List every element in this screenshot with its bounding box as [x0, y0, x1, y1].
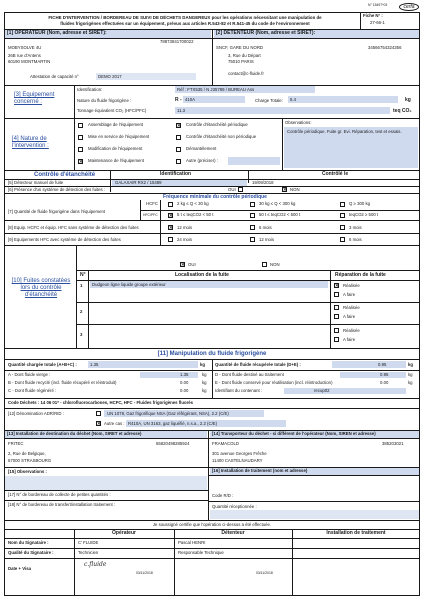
charge-value[interactable]: 5.4: [290, 97, 296, 102]
form-title-line2: fluides frigorigènes effectuées sur un équipement, prévus aux articles R.543-82 et R.541-45 du code de l'environnement: [60, 21, 310, 26]
code-rd-label: Code R/D :: [212, 493, 234, 498]
row1-opt2: 30 kg ≤ Q < 300 kg: [259, 201, 296, 206]
recovered-unit: kg: [408, 362, 414, 367]
identification-value[interactable]: Réf : FTX535 / N J35789 / BUREAU Ass: [177, 87, 255, 92]
dest-heading: [13] Installation de destination du déchet (Nom, SIRET et adresse): [7, 431, 142, 436]
check-assemblage[interactable]: [78, 123, 83, 128]
opt-controle-periodique: Contrôle d'étanchéité périodique: [186, 122, 248, 127]
opt-autre: Autre (préciser) :: [186, 158, 218, 163]
signer-name-label: Nom du Signataire :: [8, 540, 49, 545]
col-holder: Détenteur: [221, 530, 245, 536]
holder-name: SNCF, GARE DU NORD: [216, 45, 264, 50]
operator-heading: [1] OPERATEUR (Nom, adresse et SIRET):: [7, 30, 107, 36]
q8-opt2: 6 mois: [259, 225, 272, 230]
row2-opt2-check[interactable]: [250, 213, 255, 218]
adr-other-label: Autre cas :: [104, 421, 125, 426]
signer-name-holder[interactable]: Pascal HENRI: [178, 540, 206, 545]
dest-siret: 65820498285924: [156, 441, 190, 446]
opt-demantelement: Démantèlement: [186, 146, 217, 151]
q9-opt2-check[interactable]: [250, 237, 255, 242]
equipment-heading: [3] Equipement concerné :: [14, 92, 55, 105]
attestation-label: Attestation de capacité n°: [30, 74, 79, 79]
leak-row1-loc[interactable]: Dudgeon ligne liquide groupe extérieur: [92, 282, 166, 287]
a-value[interactable]: 1.35: [180, 372, 189, 377]
detector-label: [5] Détecteur manuel de fuite: [8, 180, 64, 185]
row2-opt1-check[interactable]: [168, 213, 173, 218]
carrier-address1: 301 avenue Georges Frêche: [212, 451, 267, 456]
a-label: A - Dont fluide vierge :: [8, 372, 51, 377]
presence-label: [6] Présence d'un système de détection des fuites :: [8, 187, 106, 192]
attestation-value[interactable]: DEMO 2017: [98, 74, 122, 79]
carrier-heading: [14] Transporteur du déchet - si différent de l'opérateur (Nom, SIREN et adresse): [212, 431, 376, 436]
handling-heading: [11] Manipulation du fluide frigorigène: [157, 351, 267, 357]
leak-row2-realisee: Réalisée: [343, 305, 360, 310]
row2-opt1: 5 t ≤ teqCO2 < 50 t: [177, 212, 214, 217]
e-unit: kg: [408, 380, 413, 385]
a-unit: kg: [202, 372, 207, 377]
adr-other-check[interactable]: [96, 421, 101, 426]
charged-total-value[interactable]: 1.35: [90, 362, 99, 367]
tonnage-unit: teq CO₂: [393, 108, 412, 114]
q8-opt1-check[interactable]: [168, 225, 173, 230]
operator-siret: 78873841700022: [160, 39, 194, 44]
check-mise-en-service[interactable]: [78, 135, 83, 140]
row2-opt3: teqCO2 ≥ 500 t: [349, 212, 379, 217]
holder-address2: 75010 PARIS: [228, 59, 254, 64]
fluid-nature-label: Nature du fluide frigorigène :: [77, 98, 132, 103]
leak-row1-afaire-check[interactable]: [334, 292, 339, 297]
frequency-heading: Fréquence minimale du contrôle périodique: [163, 194, 267, 200]
leak-check-heading: Contrôle d'étanchéité: [34, 172, 96, 178]
q8-opt1: 12 mois: [177, 225, 193, 230]
col-repair: Réparation de la fuite: [335, 272, 386, 278]
detector-value[interactable]: GALAXAIR RX2 / 15489: [115, 180, 162, 185]
opt-controle-non-periodique: Contrôle d'étanchéité non périodique: [186, 134, 257, 139]
controle-date-header: Contrôlé le: [322, 171, 349, 177]
e-value[interactable]: 0.00: [380, 380, 389, 385]
leaks-non-label: NON: [270, 262, 280, 267]
leak-row3-afaire: A faire: [343, 337, 356, 342]
adr-nsa-check[interactable]: [96, 411, 101, 416]
leak-row3-realisee-check[interactable]: [334, 328, 339, 333]
q8-opt2-check[interactable]: [250, 225, 255, 230]
b-label: B - Dont fluide recyclé (incl. fluide récupéré et réintroduit): [8, 380, 117, 385]
carrier-siret: 385203021: [382, 441, 404, 446]
leak-row2-afaire-check[interactable]: [334, 314, 339, 319]
intervention-heading: [4] Nature de l'intervention :: [12, 136, 49, 149]
container-value[interactable]: recup02: [314, 388, 330, 393]
col-no: N°: [80, 272, 86, 278]
signer-quality-holder[interactable]: Responsable Technique: [178, 550, 224, 555]
q9-label: [9] Equipements HFC avec système de détection des fuites: [8, 237, 121, 242]
recovered-total-label: Quantité de fluide récupérée totale (D+E) :: [215, 362, 301, 367]
q9-opt2: 12 mois: [259, 237, 275, 242]
recovered-total-value[interactable]: 0.95: [378, 362, 387, 367]
q8-label: [8] Equip. HCFC et équip. HFC sans système de détection des fuites: [8, 225, 139, 230]
operator-signature: c.fluide: [84, 561, 107, 568]
observations-text[interactable]: Contrôle périodique. Fuite gr. Evi. Réparation, test et essais.: [287, 129, 402, 134]
signer-quality-label: Qualité du Signataire :: [8, 550, 54, 555]
holder-email: contact@c-fluide.fr: [228, 71, 264, 76]
signer-name-operator[interactable]: C' FLUIDE: [78, 540, 99, 545]
leak-row3-afaire-check[interactable]: [334, 337, 339, 342]
dest-address2: 67000 STRASBOURG: [8, 458, 52, 463]
leak-row3-no: 3: [80, 332, 83, 337]
opt-assemblage: Assemblage de l'équipement: [88, 122, 144, 127]
carrier-name: FRAMACOLD: [212, 441, 239, 446]
d-label: D - Dont fluide destiné au traitement: [215, 372, 284, 377]
tonnage-label: Tonnage équivalent CO₂ (HFC/PFC): [77, 108, 147, 113]
container-label: Identifiant du contenant :: [215, 388, 263, 393]
obs15-label: [15] Observations :: [8, 469, 47, 474]
q9-opt3-check[interactable]: [340, 237, 345, 242]
identification-label: Identification:: [77, 87, 103, 92]
adr-line2[interactable]: R410A, UN 3163, gaz liquéfié, n.s.a., 2.2 (C/E): [128, 421, 218, 426]
col-location: Localisation de la fuite: [175, 272, 229, 278]
leaks-oui-check[interactable]: [180, 262, 185, 267]
adr-label: [12] Dénomination ADR/RID :: [8, 411, 64, 416]
e-label: E - Dont fluide conservé pour réutilisation (incl. réintroduction): [215, 380, 333, 385]
row1-opt3-check[interactable]: [340, 202, 345, 207]
q9-opt1: 24 mois: [177, 237, 193, 242]
b-unit: kg: [202, 380, 207, 385]
row1-opt1-check[interactable]: [168, 202, 173, 207]
row1-opt1: 2 kg ≤ Q < 30 kg: [177, 201, 209, 206]
form-title-line1: FICHE D'INTERVENTION / BORDEREAU DE SUIVI DE DÉCHETS DANGEREUX pour les opérations nécessitant une manipulation de: [48, 15, 322, 20]
opt-mise-en-service: Mise en service de l'équipement: [88, 134, 150, 139]
b-value[interactable]: 0.00: [180, 380, 189, 385]
check-modification[interactable]: [78, 147, 83, 152]
operator-name: MOBYSOLVE 4U: [8, 45, 42, 50]
q17-label: [17] N° de bordereau de collecte de petites quantités :: [8, 492, 111, 497]
presence-non-check[interactable]: [282, 187, 287, 192]
row2-opt2: 50 t ≤ teqCO2 < 500 t: [259, 212, 301, 217]
leak-row1-afaire: A faire: [343, 292, 356, 297]
qty-received-label: Quantité réceptionnée :: [212, 504, 257, 509]
q8-opt3: 3 mois: [349, 225, 362, 230]
fluid-value[interactable]: 410A: [185, 97, 196, 102]
leaks-oui-label: OUI: [188, 262, 196, 267]
holder-siret: 34566754324356: [368, 45, 402, 50]
leak-row3-realisee: Réalisée: [343, 328, 360, 333]
d-value[interactable]: 0.95: [380, 372, 389, 377]
charged-total-label: Quantité chargée totale (A+B+C) :: [8, 362, 77, 367]
quantity-label: [7] Quantité de fluide frigorigène dans l'équipement: [8, 209, 106, 214]
presence-non-label: NON: [290, 187, 300, 192]
tonnage-value[interactable]: 11.3: [177, 108, 186, 113]
c-unit: kg: [202, 388, 207, 393]
fiche-number[interactable]: 27-66-1: [370, 20, 385, 25]
charge-label: Charge Totale:: [255, 98, 283, 103]
opt-modification: Modification de l'équipement: [88, 146, 143, 151]
col-operator: Opérateur: [112, 530, 136, 536]
fluid-prefix: R -: [175, 97, 182, 103]
observations-label: Observations:: [285, 120, 312, 125]
col-install: Installation de traitement: [326, 530, 386, 536]
operator-address2: 60190 MONTMARTIN: [8, 59, 51, 64]
form-code: N° 15497*03: [368, 3, 388, 7]
check-controle-non-periodique[interactable]: [176, 135, 181, 140]
hfcpfc-label: HFC/PFC: [143, 213, 158, 217]
holder-address1: 3, Rue du Départ: [228, 53, 261, 58]
adr-line1: UN 1078, Gaz frigorifique NSA (Gaz réfrigérant, NSA), 2.2 (C/E): [107, 411, 229, 416]
leaks-heading: [10] Fuites constatées lors du contrôle d'étanchéité: [11, 278, 71, 298]
presence-oui-check[interactable]: [238, 187, 243, 192]
leak-row1-no: 1: [80, 283, 83, 288]
signer-quality-operator[interactable]: Technicien: [78, 550, 99, 555]
leak-row1-realisee: Réalisée: [343, 283, 360, 288]
holder-sign-date: 03/11/2018: [256, 571, 273, 575]
identification-header: Identification: [160, 171, 192, 177]
q9-opt1-check[interactable]: [168, 237, 173, 242]
c-value[interactable]: 0.00: [180, 388, 189, 393]
waste-code: Code Déchets : 14 06 01* - chlorofluorocarbones, HCFC, HFC - Fluides frigorigènes fluorés: [8, 400, 194, 405]
operator-sign-date: 03/11/2018: [136, 571, 153, 575]
holder-heading: [2] DETENTEUR (Nom, adresse et SIRET):: [216, 30, 316, 36]
charged-unit: kg: [200, 362, 206, 367]
c-label: C - Dont fluide régénéré :: [8, 388, 57, 393]
check-demantelement[interactable]: [176, 147, 181, 152]
row1-opt3: Q ≥ 300 kg: [349, 201, 370, 206]
leak-row2-realisee-check[interactable]: [334, 305, 339, 310]
leak-row2-afaire: A faire: [343, 314, 356, 319]
q18-label: [18] N° de bordereau de transfert/installation traitement :: [8, 502, 116, 507]
dest-address1: 2, Rue de Belgique,: [8, 451, 46, 456]
charge-unit: kg: [405, 97, 411, 103]
q9-opt3: 6 mois: [349, 237, 362, 242]
row2-opt3-check[interactable]: [340, 213, 345, 218]
check-maintenance[interactable]: [78, 159, 83, 164]
opt-maintenance: Maintenance de l'équipement: [88, 158, 145, 163]
carrier-address2: 11400 CASTELNAUDARY: [212, 458, 263, 463]
d-unit: kg: [408, 372, 413, 377]
operator-address1: 26B rue d'Antens: [8, 53, 41, 58]
leaks-non-check[interactable]: [262, 262, 267, 267]
check-controle-periodique[interactable]: [176, 123, 181, 128]
row1-opt2-check[interactable]: [250, 202, 255, 207]
cerfa-logo: cerfa: [399, 3, 419, 11]
fiche-label: Fiche N° :: [363, 13, 383, 18]
q8-opt3-check[interactable]: [340, 225, 345, 230]
leak-row2-no: 2: [80, 309, 83, 314]
detector-date[interactable]: 19/09/2018: [252, 180, 274, 185]
date-visa-label: Date + Visa: [8, 566, 31, 571]
treatment-heading: [16] Installation de traitement (nom et adresse): [212, 468, 308, 473]
check-autre[interactable]: [176, 159, 181, 164]
certify-text: Je soussigné certifie que l'opération ci-dessus a été effectuée.: [152, 522, 272, 527]
leak-row1-realisee-check[interactable]: [334, 283, 339, 288]
dest-name: FRITEC: [8, 441, 24, 446]
presence-oui-label: OUI: [228, 187, 236, 192]
hcfc-label: HCFC: [146, 201, 158, 206]
